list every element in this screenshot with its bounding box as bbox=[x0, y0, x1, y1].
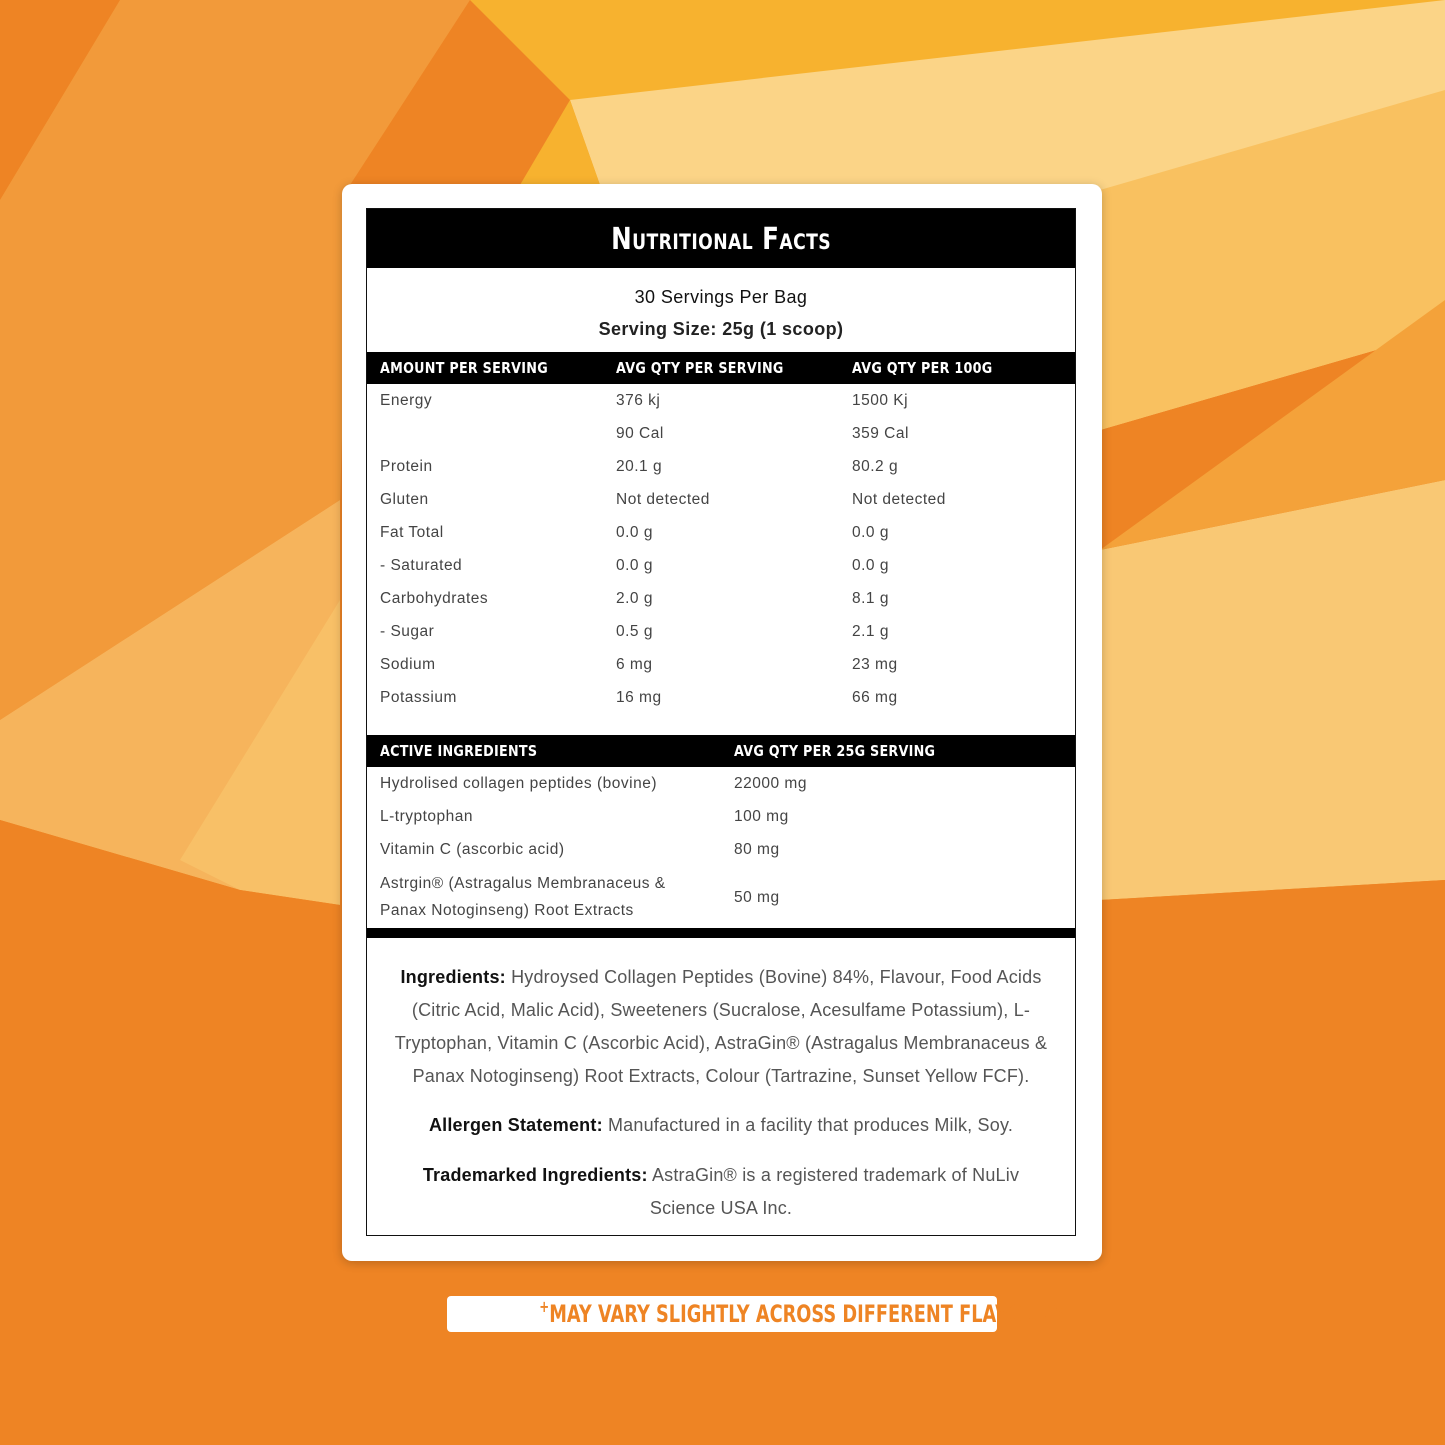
active-ingredient-name: L-tryptophan bbox=[380, 808, 474, 825]
active-ingredient-name: Astrgin® (Astragalus Membranaceus & Panax Notoginseng) Root Extracts bbox=[380, 875, 666, 919]
allergen-statement bbox=[381, 1109, 1061, 1142]
ingredients-label: Ingredients: bbox=[400, 967, 506, 987]
header-active-ingredients: ACTIVE INGREDIENTS bbox=[380, 742, 538, 760]
nutrient-name: Gluten bbox=[380, 491, 429, 508]
ingredients-text: Hydroysed Collagen Peptides (Bovine) 84%, Flavour, Food Acids (Citric Acid, Malic Acid), Sweeteners (Sucralose, Acesulfame Potassium), L-Tryptophan, Vitamin C (Ascorbic Acid), AstraGin® (Astragalus Membranaceus & Panax Notoginseng) Root Extracts, Colour (Tartrazine, Sunset Yellow FCF). bbox=[394, 967, 1048, 1086]
nutrient-per-100g: 66 mg bbox=[852, 689, 898, 706]
table-row bbox=[367, 800, 1075, 833]
nutrient-name: - Sugar bbox=[380, 623, 435, 640]
header-avg-per-25g: AVG QTY PER 25G SERVING bbox=[734, 742, 936, 760]
active-ingredient-name: Vitamin C (ascorbic acid) bbox=[380, 841, 565, 858]
ingredients-statement bbox=[381, 961, 1061, 1093]
disclaimer-text: MAY VARY SLIGHTLY ACROSS DIFFERENT FLAVOURS bbox=[549, 1300, 1065, 1328]
nutrient-per-serving: 6 mg bbox=[616, 656, 653, 673]
table-row bbox=[367, 483, 1075, 516]
table-row bbox=[367, 384, 1075, 417]
nutrient-name: Sodium bbox=[380, 656, 436, 673]
nutrient-name: Carbohydrates bbox=[380, 590, 489, 607]
table-row bbox=[367, 767, 1075, 800]
allergen-text: Manufactured in a facility that produces Milk, Soy. bbox=[607, 1115, 1014, 1135]
disclaimer-mark: + bbox=[539, 1297, 550, 1316]
header-avg-per-100g: AVG QTY PER 100G bbox=[852, 359, 993, 377]
table-row bbox=[367, 516, 1075, 549]
nutrient-per-serving: 0.5 g bbox=[616, 623, 653, 640]
active-ingredients-header bbox=[367, 735, 1075, 767]
nutrient-per-100g: 23 mg bbox=[852, 656, 898, 673]
nutrient-per-100g: 0.0 g bbox=[852, 524, 889, 541]
active-ingredient-qty: 50 mg bbox=[734, 889, 780, 906]
table-row bbox=[367, 450, 1075, 483]
servings-per-bag: 30 Servings Per Bag bbox=[634, 287, 808, 307]
nutrient-per-100g: Not detected bbox=[852, 491, 946, 508]
flavour-disclaimer-badge bbox=[447, 1296, 1065, 1332]
nutrient-name: Energy bbox=[380, 392, 433, 409]
active-ingredient-qty: 100 mg bbox=[734, 808, 789, 825]
table-row bbox=[367, 868, 1075, 928]
active-ingredient-qty: 22000 mg bbox=[734, 775, 807, 792]
nutrient-name: Protein bbox=[380, 458, 433, 475]
nutrient-per-100g: 359 Cal bbox=[852, 425, 909, 442]
active-ingredient-qty: 80 mg bbox=[734, 841, 780, 858]
header-amount-per-serving: AMOUNT PER SERVING bbox=[380, 359, 548, 377]
nutrition-table-header bbox=[367, 352, 1075, 384]
nutrient-per-serving: Not detected bbox=[616, 491, 710, 508]
trademark-text: AstraGin® is a registered trademark of NuLiv Science USA Inc. bbox=[649, 1165, 1020, 1218]
nutrient-per-serving: 376 kj bbox=[616, 392, 661, 409]
label-title-bar bbox=[367, 209, 1075, 268]
nutrient-per-100g: 2.1 g bbox=[852, 623, 889, 640]
active-ingredient-name: Hydrolised collagen peptides (bovine) bbox=[380, 775, 657, 792]
nutrient-name: Fat Total bbox=[380, 524, 444, 541]
nutrient-per-serving: 20.1 g bbox=[616, 458, 663, 475]
nutrient-per-serving: 0.0 g bbox=[616, 557, 653, 574]
nutrient-per-100g: 80.2 g bbox=[852, 458, 899, 475]
nutrient-name: Potassium bbox=[380, 689, 457, 706]
nutrition-label bbox=[366, 208, 1076, 1236]
table-row bbox=[367, 582, 1075, 615]
nutrient-per-100g: 1500 Kj bbox=[852, 392, 909, 409]
table-row bbox=[367, 681, 1075, 714]
table-row bbox=[367, 648, 1075, 681]
label-title: Nutritional Facts bbox=[611, 222, 831, 257]
table-row bbox=[367, 549, 1075, 582]
table-row bbox=[367, 615, 1075, 648]
nutrient-name: - Saturated bbox=[380, 557, 463, 574]
trademark-label: Trademarked Ingredients: bbox=[422, 1165, 648, 1185]
table-row bbox=[367, 833, 1075, 866]
nutrient-per-100g: 0.0 g bbox=[852, 557, 889, 574]
nutrient-per-serving: 0.0 g bbox=[616, 524, 653, 541]
serving-size: Serving Size: 25g (1 scoop) bbox=[598, 319, 844, 339]
nutrient-per-serving: 90 Cal bbox=[616, 425, 664, 442]
header-avg-per-serving: AVG QTY PER SERVING bbox=[616, 359, 784, 377]
serving-info bbox=[367, 281, 1075, 345]
nutrient-per-serving: 16 mg bbox=[616, 689, 662, 706]
table-row bbox=[367, 417, 1075, 450]
nutrient-per-100g: 8.1 g bbox=[852, 590, 889, 607]
divider bbox=[367, 928, 1075, 938]
nutrient-per-serving: 2.0 g bbox=[616, 590, 653, 607]
trademark-statement bbox=[407, 1159, 1035, 1225]
allergen-label: Allergen Statement: bbox=[428, 1115, 603, 1135]
